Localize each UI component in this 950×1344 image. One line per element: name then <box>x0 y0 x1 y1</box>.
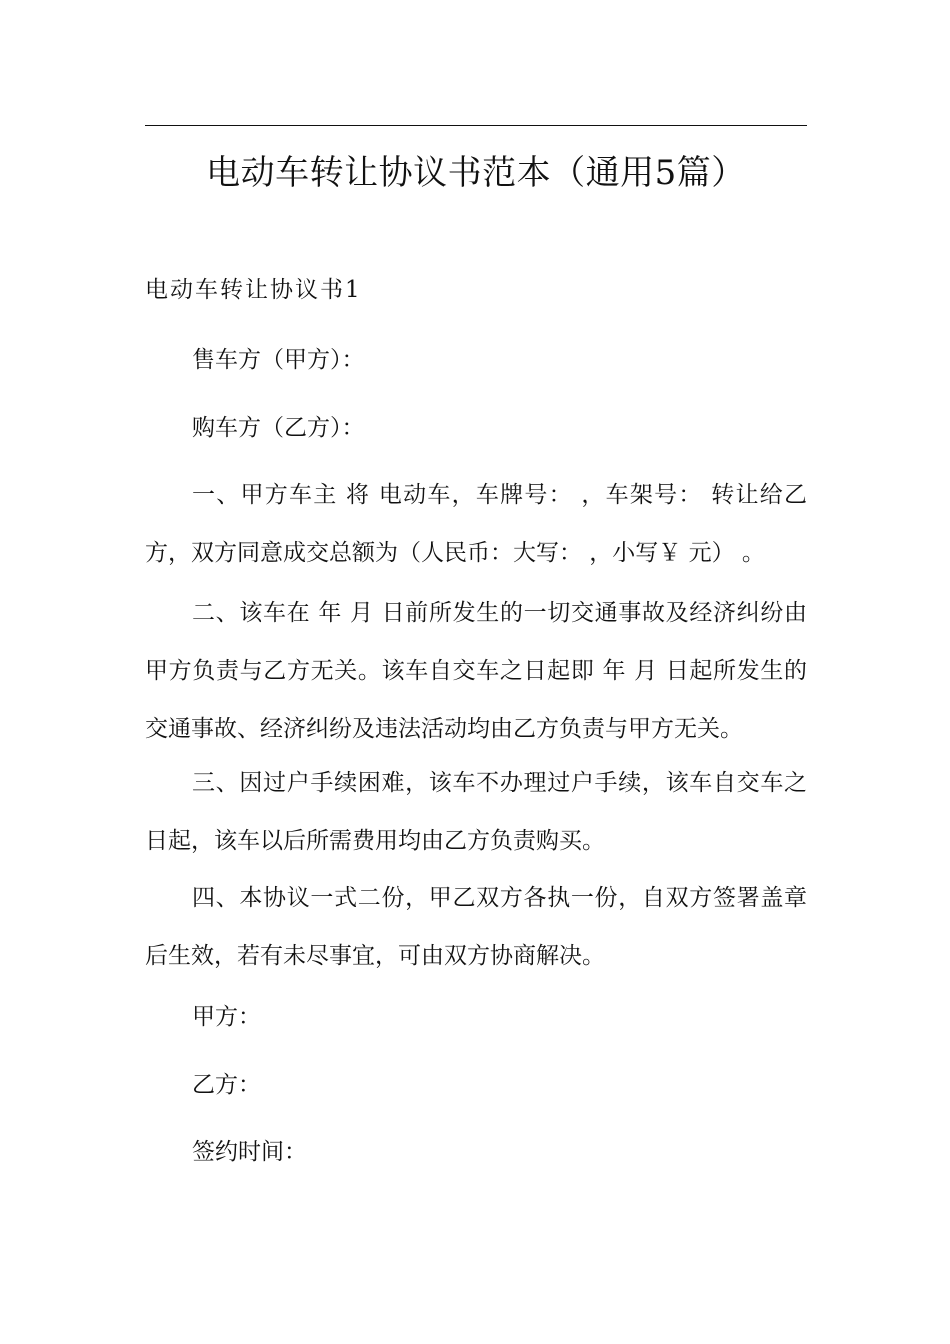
sign-date-label: 签约时间： <box>192 1139 307 1165</box>
clause-1: 一、甲方车主 将 电动车，车牌号： ，车架号： 转让给乙方，双方同意成交总额为（人民币：大写： ，小写￥ 元） 。 <box>145 482 807 566</box>
section-heading: 电动车转让协议书1 <box>145 277 362 303</box>
party-a-signature-label: 甲方： <box>192 1004 261 1030</box>
clause-2: 二、该车在 年 月 日前所发生的一切交通事故及经济纠纷由甲方负责与乙方无关。该车自交车之日起即 年 月 日起所发生的交通事故、经济纠纷及违法活动均由乙方负责与甲方无关。 <box>145 600 807 742</box>
party-b-signature-label: 乙方： <box>192 1072 261 1098</box>
clause-4: 四、本协议一式二份，甲乙双方各执一份，自双方签署盖章后生效，若有未尽事宜，可由双方协商解决。 <box>145 885 807 969</box>
clause-3: 三、因过户手续困难，该车不办理过户手续，该车自交车之日起，该车以后所需费用均由乙方负责购买。 <box>145 770 807 854</box>
seller-label: 售车方（甲方）： <box>192 347 365 373</box>
header-rule <box>145 125 807 126</box>
buyer-label: 购车方（乙方）： <box>192 415 365 441</box>
document-title: 电动车转让协议书范本（通用5篇） <box>206 153 746 193</box>
